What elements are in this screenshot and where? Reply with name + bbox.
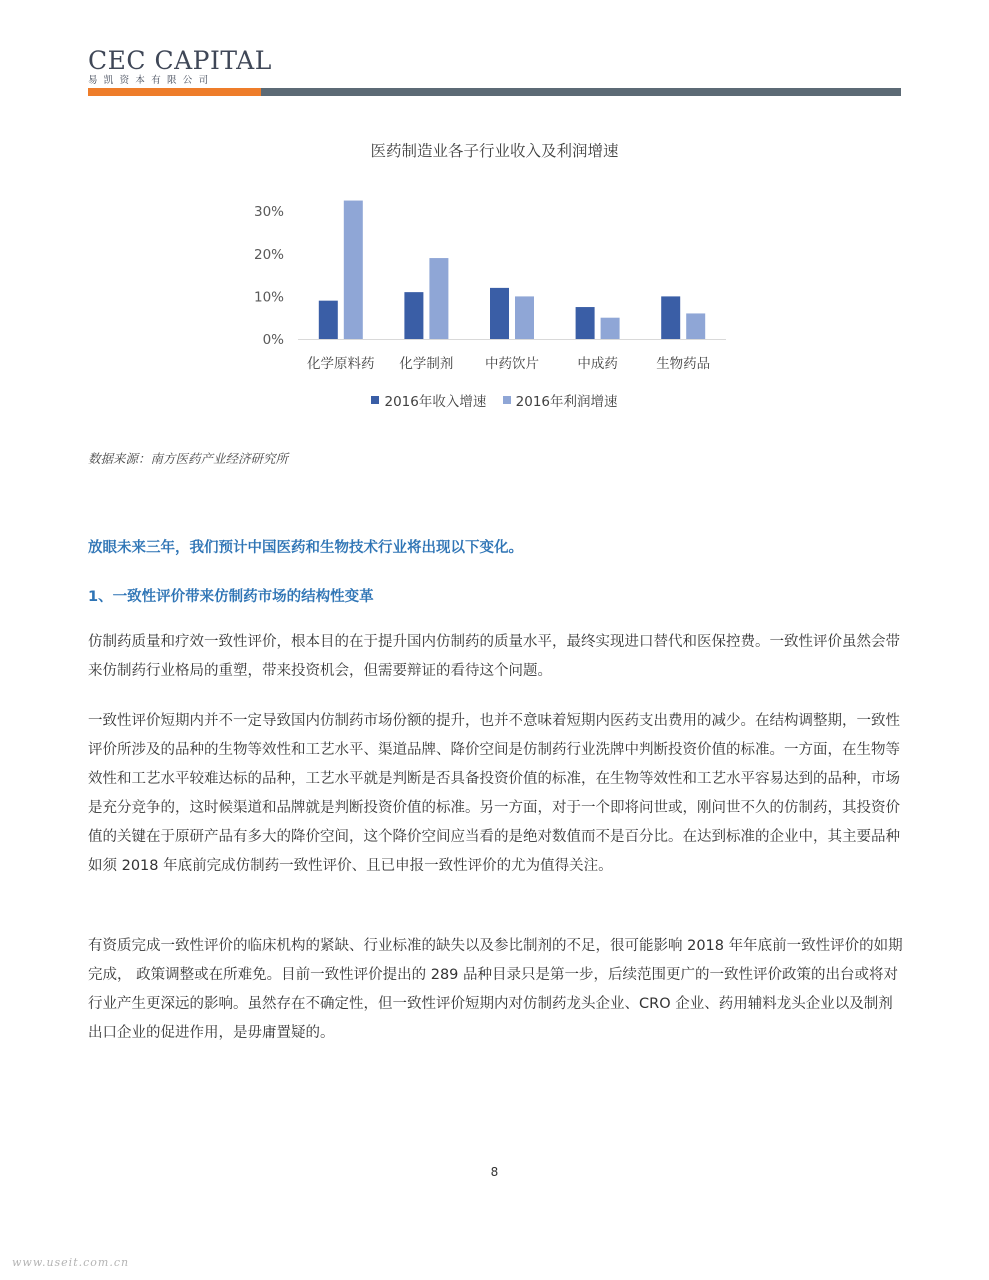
bar-profit xyxy=(686,313,705,339)
x-tick-label: 中药饮片 xyxy=(485,356,539,372)
chart-legend xyxy=(0,390,989,410)
bar-revenue xyxy=(404,292,423,339)
logo-text: CEC CAPITAL xyxy=(88,46,272,75)
legend-item-profit xyxy=(503,390,618,410)
x-tick-label: 化学制剂 xyxy=(399,356,454,372)
watermark: www.useit.com.cn xyxy=(12,1256,130,1269)
data-source-note: 数据来源：南方医药产业经济研究所 xyxy=(88,451,289,466)
logo-subtitle: 易凯资本有限公司 xyxy=(88,75,215,86)
y-tick-label: 10% xyxy=(253,289,284,306)
page-number: 8 xyxy=(490,1165,499,1179)
bar-revenue xyxy=(319,301,338,339)
section-heading: 1、一致性评价带来仿制药市场的结构性变革 xyxy=(88,589,374,605)
y-tick-label: 0% xyxy=(262,332,284,348)
bar-revenue xyxy=(576,307,595,339)
x-tick-label: 化学原料药 xyxy=(307,356,375,372)
legend-label-revenue: 2016年收入增速 xyxy=(384,394,487,410)
legend-label-profit: 2016年利润增速 xyxy=(515,394,618,410)
bar-profit xyxy=(429,258,448,339)
bar-revenue xyxy=(661,296,680,339)
y-tick-label: 20% xyxy=(253,246,284,263)
paragraph-1: 仿制药质量和疗效一致性评价，根本目的在于提升国内仿制药的质量水平，最终实现进口替代和医保控费。一致性评价虽然会带来仿制药行业格局的重塑，带来投资机会，但需要辩证的看待这个问题。 xyxy=(88,634,900,679)
lead-statement: 放眼未来三年，我们预计中国医药和生物技术行业将出现以下变化。 xyxy=(88,540,523,556)
chart-title: 医药制造业各子行业收入及利润增速 xyxy=(370,142,619,160)
bar-profit xyxy=(601,318,620,339)
bar-revenue xyxy=(490,288,509,339)
bar-profit xyxy=(344,201,363,339)
y-tick-label: 30% xyxy=(253,204,284,221)
bar-chart xyxy=(0,0,989,390)
bar-profit xyxy=(515,296,534,339)
x-tick-label: 生物药品 xyxy=(656,356,711,372)
legend-item-revenue xyxy=(371,390,486,410)
legend-swatch-revenue xyxy=(371,396,379,404)
paragraph-3: 有资质完成一致性评价的临床机构的紧缺、行业标准的缺失以及参比制剂的不足，很可能影响 2018 年年底前一致性评价的如期完成， 政策调整或在所难免。目前一致性评价提出的 289 品种目录只是第一步，后续范围更广的一致性评价政策的出台或将对行业产生更深远的影响。虽然存在不确定性，但一致性评价短期内对仿制药龙头企业、CRO 企业、药用辅料龙头企业以及制剂出口企业的促进作用，是毋庸置疑的。 xyxy=(88,938,903,1041)
legend-swatch-profit xyxy=(503,396,511,404)
paragraph-2: 一致性评价短期内并不一定导致国内仿制药市场份额的提升，也并不意味着短期内医药支出费用的减少。在结构调整期，一致性评价所涉及的品种的生物等效性和工艺水平、渠道品牌、降价空间是仿制药行业洗牌中判断投资价值的标准。一方面，在生物等效性和工艺水平较难达标的品种，工艺水平就是判断是否具备投资价值的标准，在生物等效性和工艺水平容易达到的品种，市场是充分竞争的，这时候渠道和品牌就是判断投资价值的标准。另一方面，对于一个即将问世或，刚问世不久的仿制药，其投资价值的关键在于原研产品有多大的降价空间，这个降价空间应当看的是绝对数值而不是百分比。在达到标准的企业中，其主要品种如须 2018 年底前完成仿制药一致性评价、且已申报一致性评价的尤为值得关注。 xyxy=(88,713,900,874)
x-tick-label: 中成药 xyxy=(577,356,618,372)
